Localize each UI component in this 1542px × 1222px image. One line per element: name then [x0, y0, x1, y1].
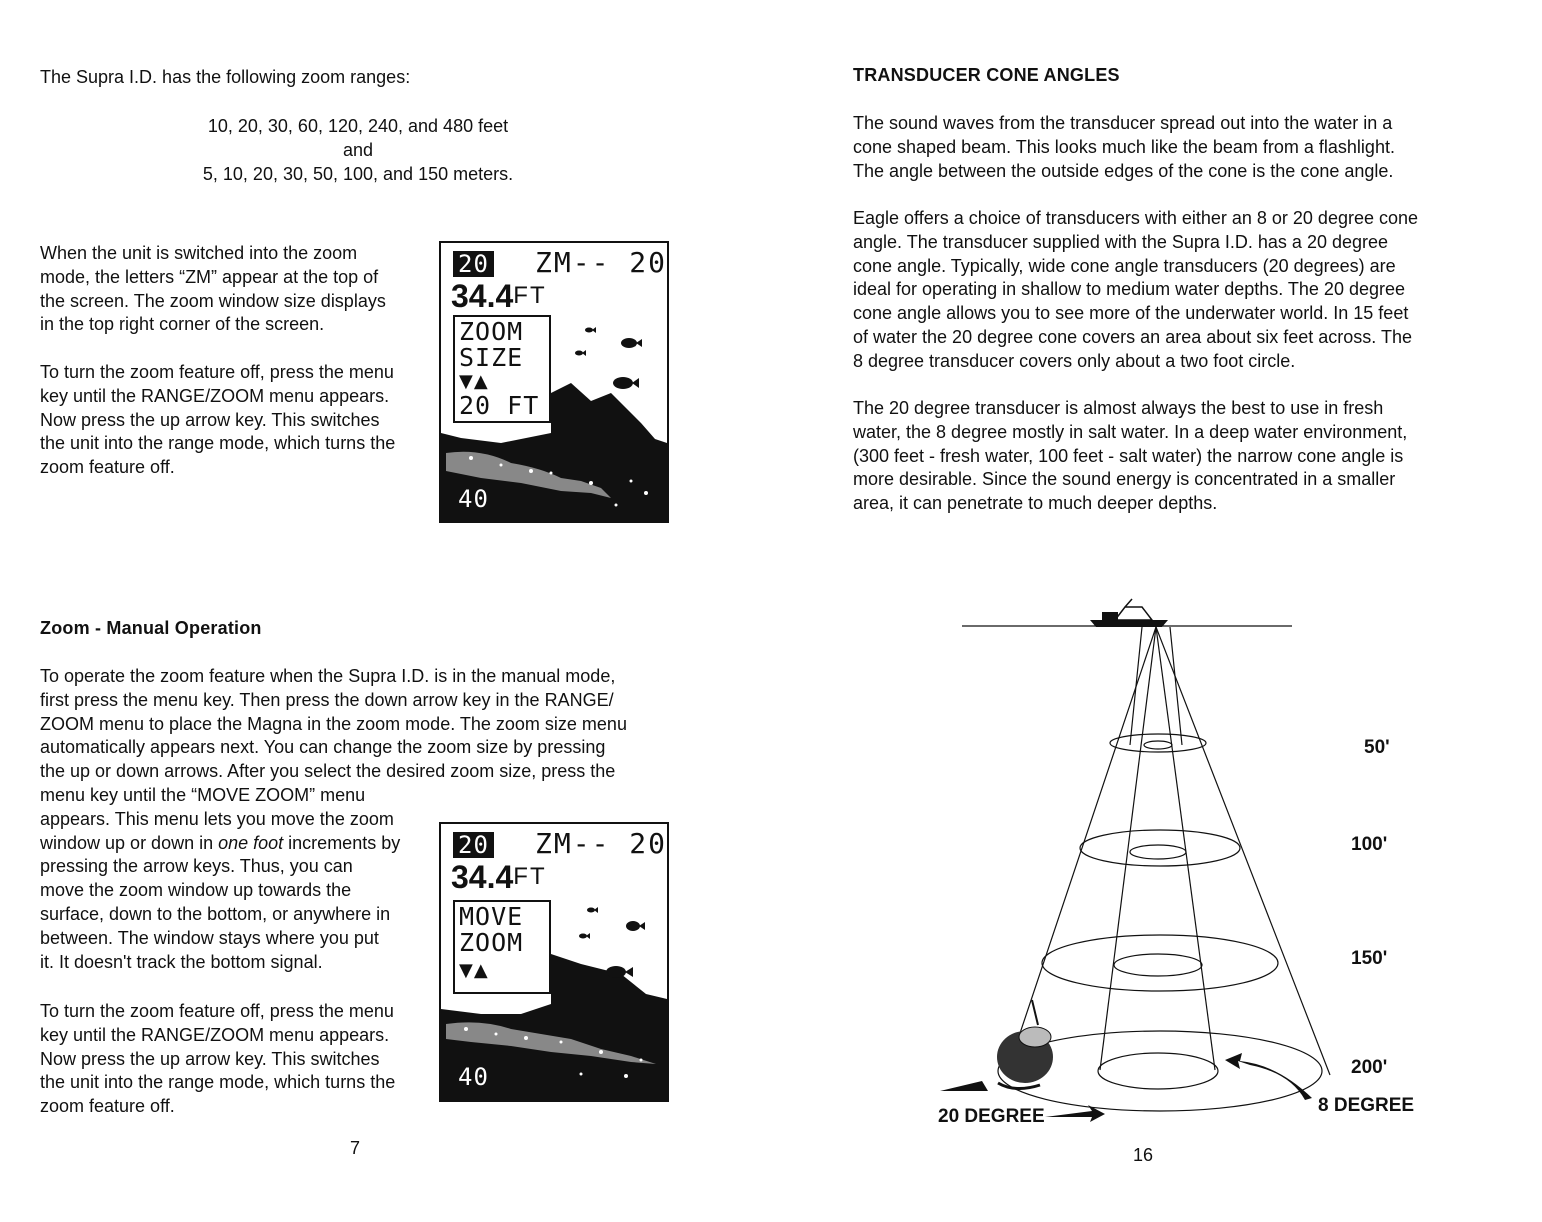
page-number-right: 16 — [1133, 1145, 1154, 1165]
label-8-degree: 8 DEGREE — [1318, 1095, 1415, 1116]
text-line: To turn the zoom feature off, press the menu — [40, 362, 394, 382]
text-line: key until the RANGE/ZOOM menu appears. — [40, 1024, 390, 1045]
menu-line: ZOOM — [459, 317, 524, 346]
depth-unit: FT — [513, 863, 547, 890]
text-line: ideal for operating in shallow to medium water depths. The 20 degree — [853, 279, 1405, 300]
text-line: between. The window stays where you put — [40, 927, 379, 948]
text-line: The angle between the outside edges of the cone is the cone angle. — [853, 160, 1394, 181]
text-line: zoom feature off. — [40, 457, 175, 478]
text-fragment: increments by — [283, 832, 401, 853]
manual-operation-paragraph — [40, 665, 674, 784]
text-line: the unit into the range mode, which turns the — [40, 1072, 396, 1093]
zm-indicator: ZM-- 20 — [535, 246, 667, 279]
menu-line: MOVE — [459, 902, 524, 931]
zoom-size-menu — [453, 315, 551, 423]
text-line: automatically appears next. You can change the zoom size by pressing — [40, 737, 606, 758]
screen-shadow — [453, 519, 667, 523]
depth-readout — [451, 279, 547, 313]
zm-indicator: ZM-- 20 — [535, 827, 667, 860]
move-zoom-menu — [453, 900, 551, 994]
text-line: in the top right corner of the screen. — [40, 314, 325, 335]
text-line: the unit into the range mode, which turns the — [40, 433, 396, 454]
zoom-mode-paragraph — [40, 242, 424, 337]
depth-value: 34.4 — [451, 278, 514, 314]
screen-shadow — [453, 1098, 655, 1102]
cone-angle-diagram — [920, 595, 1340, 1135]
text-line: more desirable. Since the sound energy is concentrated in a smaller — [853, 469, 1396, 490]
text-line: cone angle. Typically, wide cone angle transducers (20 degrees) are — [853, 255, 1396, 276]
text-line: Eagle offers a choice of transducers with either an 8 or 20 degree cone — [853, 208, 1419, 228]
text-line: move the zoom window up towards the — [40, 880, 352, 901]
text-line: Now press the up arrow key. This switches — [40, 409, 380, 430]
text-fragment: window up or down in — [40, 832, 219, 853]
text-line: cone angle allows you to see more of the underwater world. In 15 feet — [853, 303, 1409, 324]
arrow-keys: ▼▲ — [459, 371, 489, 392]
arrow-8-degree — [1225, 1053, 1312, 1100]
text-line: zoom feature off. — [40, 1096, 175, 1117]
ranges-and: and — [342, 139, 374, 160]
cone-paragraph-2 — [853, 207, 1483, 374]
ranges-meters: 5, 10, 20, 30, 50, 100, and 150 meters. — [202, 163, 514, 184]
turn-off-paragraph-2 — [40, 1000, 424, 1119]
manual-operation-heading: Zoom - Manual Operation — [40, 618, 262, 638]
text-line: The 20 degree transducer is almost always the best to use in fresh — [853, 398, 1384, 418]
depth-label-50: 50' — [1364, 737, 1390, 758]
text-line: To operate the zoom feature when the Supra I.D. is in the manual mode, — [40, 666, 616, 686]
text-line: 8 degree transducer covers only about a two foot circle. — [853, 350, 1296, 371]
emphasis: one foot — [218, 832, 284, 853]
text-line: key until the RANGE/ZOOM menu appears. — [40, 385, 390, 406]
text-line: menu key until the “MOVE ZOOM” menu — [40, 785, 366, 805]
fish-icon — [940, 1000, 1053, 1091]
sonar-screen-move-zoom — [439, 822, 669, 1102]
text-line: ZOOM menu to place the Magna in the zoom mode. The zoom size menu — [40, 713, 627, 734]
zoom-ranges-list — [150, 115, 566, 186]
cone-angles-heading: TRANSDUCER CONE ANGLES — [853, 65, 1120, 85]
depth-readout — [451, 860, 547, 894]
arrow-keys: ▼▲ — [459, 960, 489, 981]
depth-label-100: 100' — [1351, 834, 1388, 855]
text-line: mode, the letters “ZM” appear at the top of — [40, 266, 379, 287]
text-line: the up or down arrows. After you select the desired zoom size, press the — [40, 761, 616, 782]
sonar-screen-zoom-size — [439, 241, 669, 523]
text-line: appears. This menu lets you move the zoom — [40, 808, 394, 829]
text-line: first press the menu key. Then press the down arrow key in the RANGE/ — [40, 689, 614, 710]
text-line: The sound waves from the transducer spread out into the water in a — [853, 113, 1393, 133]
move-zoom-paragraph — [40, 784, 424, 974]
text-line: (300 feet - fresh water, 100 feet - salt water) the narrow cone angle is — [853, 445, 1404, 466]
text-line: it. It doesn't track the bottom signal. — [40, 951, 323, 972]
text-line: Now press the up arrow key. This switches — [40, 1048, 380, 1069]
text-line: pressing the arrow keys. Thus, you can — [40, 856, 353, 877]
zoom-size-value: 20 FT — [459, 391, 540, 420]
page-number-left: 7 — [350, 1138, 361, 1158]
cone-paragraph-3 — [853, 397, 1483, 516]
menu-line: ZOOM — [459, 928, 524, 957]
zoom-ranges-intro: The Supra I.D. has the following zoom ranges: — [40, 67, 411, 87]
turn-off-paragraph-1 — [40, 361, 424, 480]
bottom-range-badge: 40 — [453, 486, 494, 512]
depth-label-150: 150' — [1351, 948, 1388, 969]
text-line: water, the 8 degree mostly in salt water. In a deep water environment, — [853, 421, 1408, 442]
boat-icon — [1090, 599, 1168, 627]
label-20-degree: 20 DEGREE — [938, 1106, 1045, 1127]
top-range-badge: 20 — [453, 251, 494, 277]
text-line: of water the 20 degree cone covers an area about six feet across. The — [853, 326, 1413, 347]
menu-line: SIZE — [459, 343, 524, 372]
text-line — [40, 832, 424, 856]
ranges-feet: 10, 20, 30, 60, 120, 240, and 480 feet — [207, 116, 509, 136]
depth-value: 34.4 — [451, 859, 514, 895]
depth-label-200: 200' — [1351, 1057, 1388, 1078]
text-line: the screen. The zoom window size displays — [40, 290, 386, 311]
narrow-cone — [1098, 627, 1218, 1089]
text-line: surface, down to the bottom, or anywhere in — [40, 903, 391, 924]
text-line: angle. The transducer supplied with the Supra I.D. has a 20 degree — [853, 231, 1389, 252]
depth-unit: FT — [513, 282, 547, 309]
bottom-range-badge: 40 — [453, 1064, 494, 1090]
text-line: To turn the zoom feature off, press the menu — [40, 1001, 394, 1021]
text-line: cone shaped beam. This looks much like the beam from a flashlight. — [853, 136, 1395, 157]
cone-paragraph-1 — [853, 112, 1483, 183]
text-line: When the unit is switched into the zoom — [40, 243, 358, 263]
top-range-badge: 20 — [453, 832, 494, 858]
text-line: area, it can penetrate to much deeper depths. — [853, 493, 1218, 514]
